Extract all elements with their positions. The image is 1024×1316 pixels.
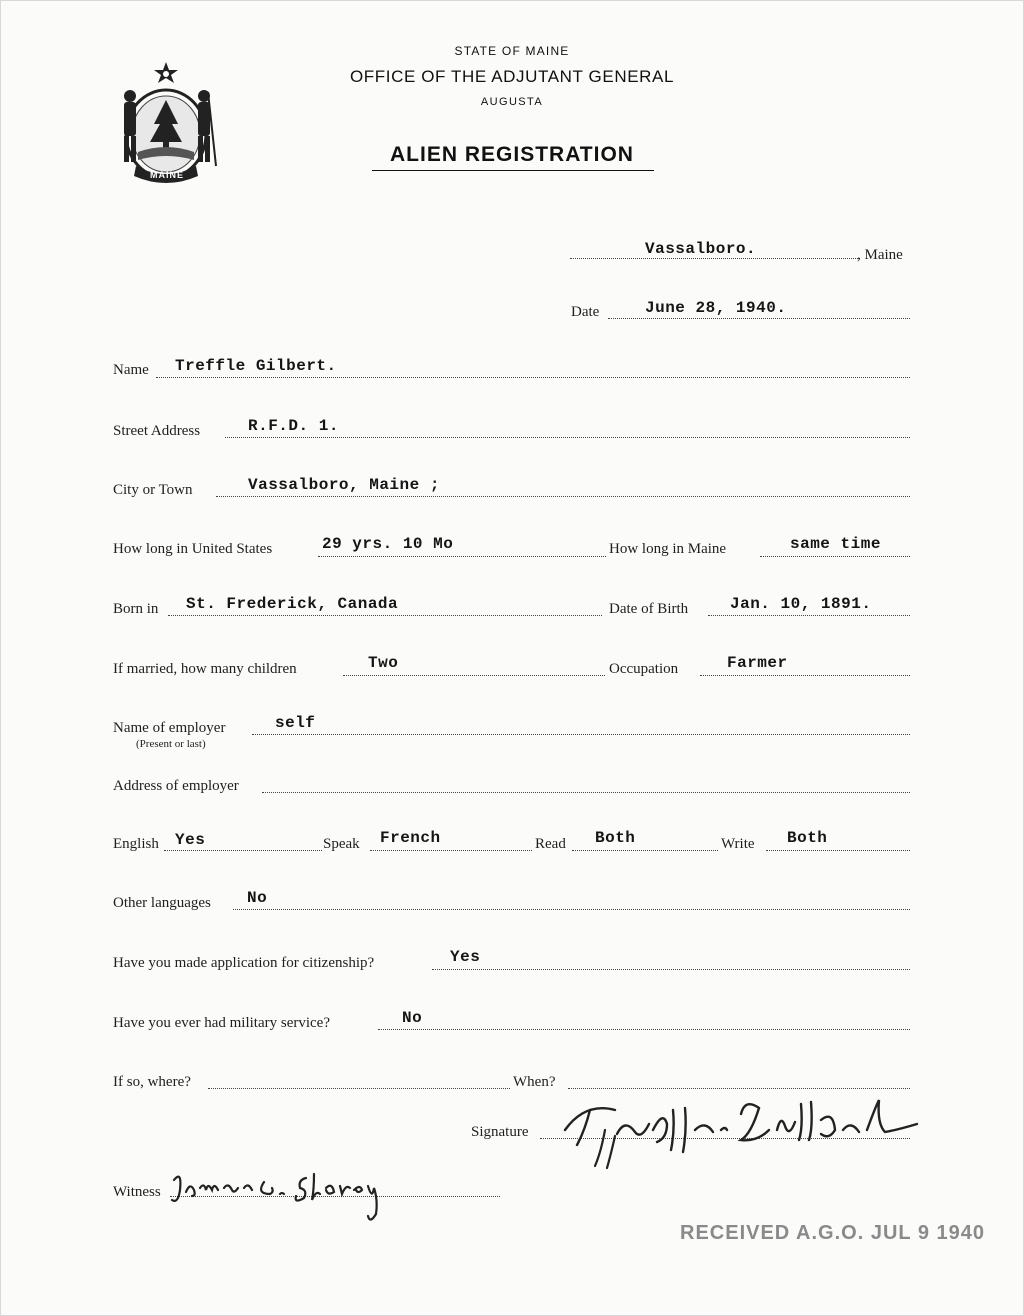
date-of-birth-value: Jan. 10, 1891. bbox=[730, 595, 872, 613]
location-value: Vassalboro. bbox=[645, 240, 757, 258]
when-label: When? bbox=[513, 1074, 556, 1090]
city-label: City or Town bbox=[113, 482, 193, 498]
write-label: Write bbox=[721, 836, 755, 852]
how-long-us-line bbox=[318, 556, 606, 557]
citizenship-value: Yes bbox=[450, 948, 481, 966]
english-line bbox=[164, 850, 322, 851]
where-label: If so, where? bbox=[113, 1074, 191, 1090]
date-of-birth-line bbox=[708, 615, 910, 616]
header-office: OFFICE OF THE ADJUTANT GENERAL bbox=[349, 67, 675, 86]
signature-label: Signature bbox=[471, 1124, 529, 1140]
employer-line bbox=[252, 734, 910, 735]
received-stamp: RECEIVED A.G.O. JUL 9 1940 bbox=[680, 1222, 985, 1244]
children-value: Two bbox=[368, 654, 399, 672]
how-long-maine-label: How long in Maine bbox=[609, 541, 727, 557]
children-label: If married, how many children bbox=[113, 661, 297, 677]
citizenship-label: Have you made application for citizenship? bbox=[113, 955, 375, 971]
how-long-us-label: How long in United States bbox=[113, 541, 273, 557]
read-label: Read bbox=[535, 836, 566, 852]
name-label: Name bbox=[113, 362, 149, 378]
city-line bbox=[216, 496, 910, 497]
citizenship-line bbox=[432, 969, 910, 970]
date-line bbox=[608, 318, 910, 319]
other-languages-line bbox=[233, 909, 910, 910]
when-line bbox=[568, 1088, 910, 1089]
street-address-value: R.F.D. 1. bbox=[248, 417, 339, 435]
seal-label: MAINE bbox=[150, 170, 184, 180]
write-value: Both bbox=[787, 829, 828, 847]
where-line bbox=[208, 1088, 510, 1089]
signature-handwriting bbox=[545, 1090, 935, 1170]
employer-label: Name of employer bbox=[113, 720, 226, 736]
city-value: Vassalboro, Maine ; bbox=[248, 476, 440, 494]
born-in-line bbox=[168, 615, 602, 616]
military-value: No bbox=[402, 1009, 423, 1027]
speak-value: French bbox=[380, 829, 441, 847]
speak-label: Speak bbox=[323, 836, 360, 852]
occupation-label: Occupation bbox=[609, 661, 679, 677]
write-line bbox=[766, 850, 910, 851]
military-label: Have you ever had military service? bbox=[113, 1015, 330, 1031]
occupation-line bbox=[700, 675, 910, 676]
witness-handwriting bbox=[168, 1160, 468, 1230]
employer-address-label: Address of employer bbox=[113, 778, 239, 794]
military-line bbox=[378, 1029, 910, 1030]
english-label: English bbox=[113, 836, 159, 852]
name-value: Treffle Gilbert. bbox=[175, 357, 337, 375]
born-in-label: Born in bbox=[113, 601, 159, 617]
form-title: ALIEN REGISTRATION bbox=[390, 143, 634, 166]
street-address-label: Street Address bbox=[113, 423, 201, 439]
occupation-value: Farmer bbox=[727, 654, 788, 672]
speak-line bbox=[370, 850, 532, 851]
english-value: Yes bbox=[175, 831, 206, 849]
header-state: STATE OF MAINE bbox=[454, 44, 570, 58]
date-of-birth-label: Date of Birth bbox=[609, 601, 689, 617]
other-languages-value: No bbox=[247, 889, 268, 907]
read-line bbox=[572, 850, 718, 851]
other-languages-label: Other languages bbox=[113, 895, 211, 911]
title-underline bbox=[372, 170, 654, 171]
how-long-us-value: 29 yrs. 10 Mo bbox=[322, 535, 454, 553]
children-line bbox=[343, 675, 605, 676]
employer-sublabel: (Present or last) bbox=[136, 738, 206, 750]
street-address-line bbox=[225, 437, 910, 438]
read-value: Both bbox=[595, 829, 636, 847]
header-city: AUGUSTA bbox=[480, 96, 544, 108]
how-long-maine-line bbox=[760, 556, 910, 557]
born-in-value: St. Frederick, Canada bbox=[186, 595, 399, 613]
employer-value: self bbox=[275, 714, 316, 732]
location-suffix: , Maine bbox=[857, 247, 903, 263]
how-long-maine-value: same time bbox=[790, 535, 881, 553]
witness-label: Witness bbox=[113, 1184, 161, 1200]
date-value: June 28, 1940. bbox=[645, 299, 787, 317]
employer-address-line bbox=[262, 792, 910, 793]
location-line bbox=[570, 258, 860, 259]
name-line bbox=[156, 377, 910, 378]
date-label: Date bbox=[571, 304, 600, 320]
